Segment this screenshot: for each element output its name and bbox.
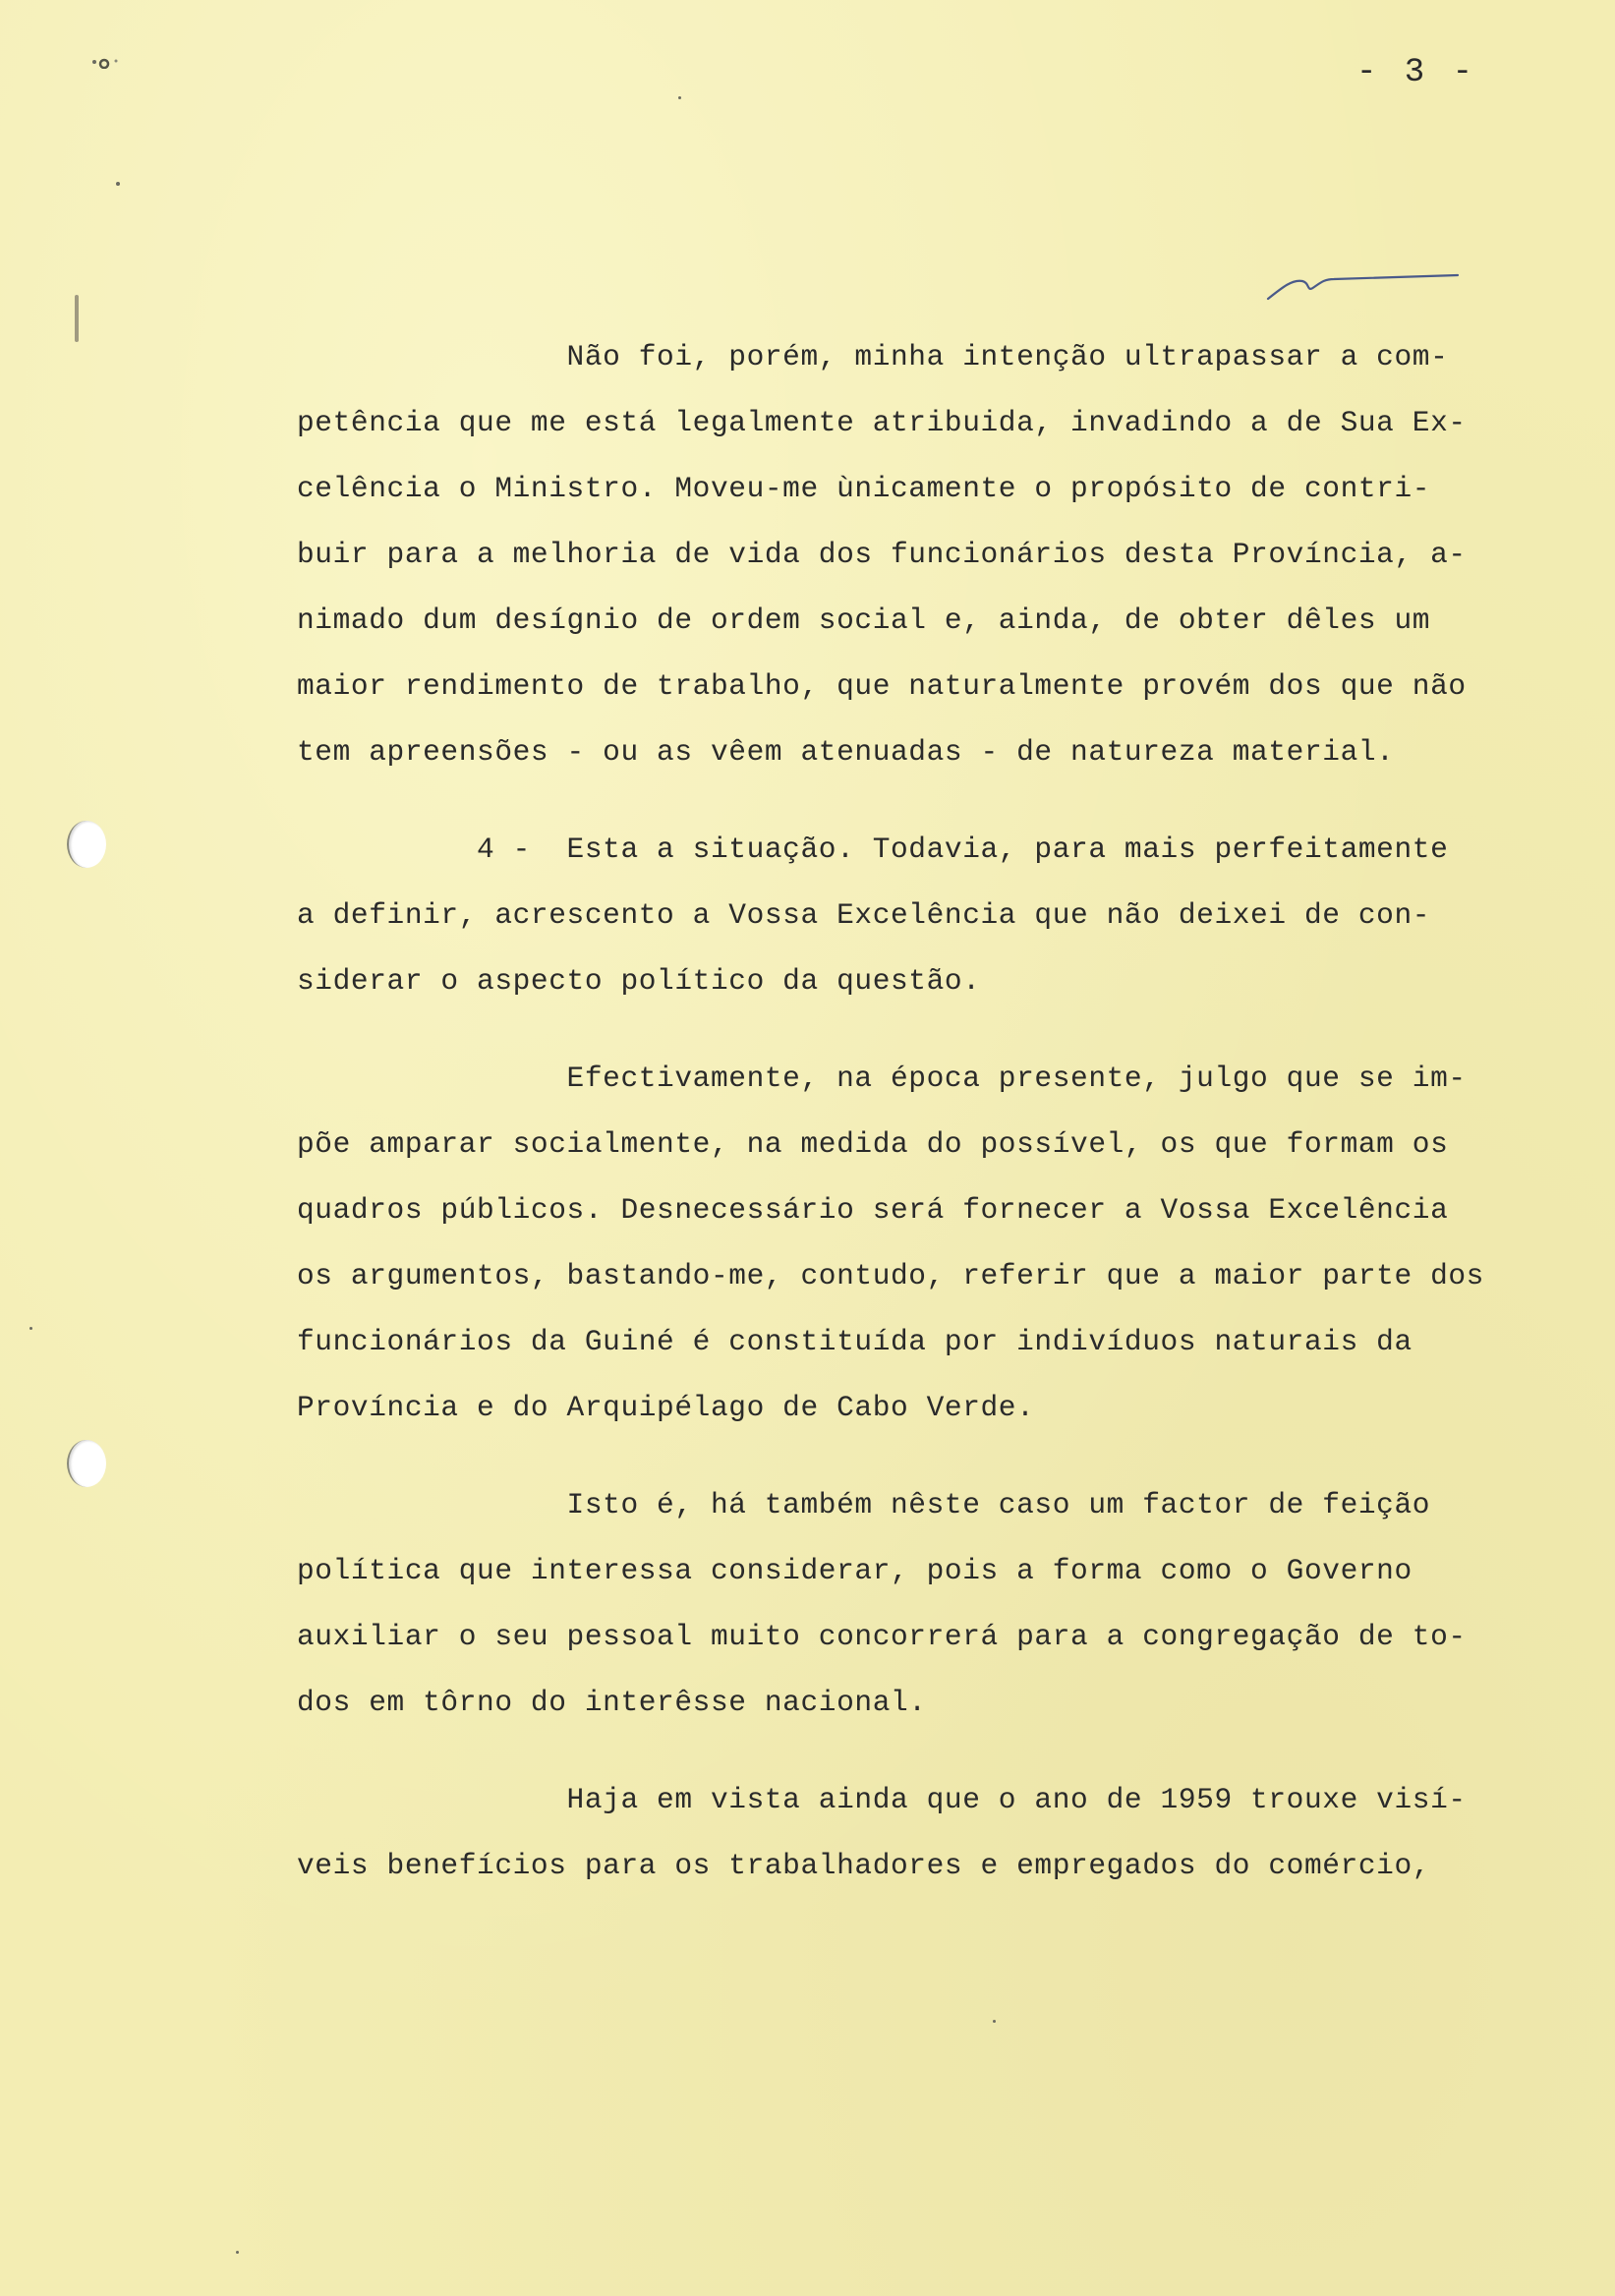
punch-hole bbox=[67, 821, 106, 868]
text-line: os argumentos, bastando-me, contudo, referir que a maior parte dos bbox=[297, 1259, 1484, 1292]
page-number: - 3 - bbox=[1356, 54, 1477, 91]
text-line: celência o Ministro. Moveu-me ùnicamente o propósito de contri- bbox=[297, 472, 1431, 505]
text-line: funcionários da Guiné é constituída por indivíduos naturais da bbox=[297, 1325, 1413, 1358]
text-line: auxiliar o seu pessoal muito concorrerá para a congregação de to- bbox=[297, 1620, 1467, 1653]
paragraph-political-factor bbox=[297, 1472, 1604, 1736]
paragraph-effectively bbox=[297, 1046, 1604, 1441]
text-line: Haja em vista ainda que o ano de 1959 trouxe visí- bbox=[297, 1783, 1467, 1816]
text-line: quadros públicos. Desnecessário será fornecer a Vossa Excelência bbox=[297, 1193, 1449, 1227]
paper-speck bbox=[993, 2020, 996, 2023]
text-line: Não foi, porém, minha intenção ultrapassar a com- bbox=[297, 340, 1449, 373]
text-line: nimado dum desígnio de ordem social e, ainda, de obter dêles um bbox=[297, 603, 1431, 637]
text-line: põe amparar socialmente, na medida do possível, os que formam os bbox=[297, 1127, 1449, 1161]
text-line: Província e do Arquipélago de Cabo Verde. bbox=[297, 1391, 1035, 1424]
margin-tick-mark bbox=[75, 295, 79, 342]
letter-body bbox=[297, 324, 1604, 1899]
text-line: tem apreensões - ou as vêem atenuadas - de natureza material. bbox=[297, 735, 1395, 769]
text-line: siderar o aspecto político da questão. bbox=[297, 964, 981, 998]
text-line: Efectivamente, na época presente, julgo que se im- bbox=[297, 1062, 1467, 1095]
paragraph-situation bbox=[297, 817, 1604, 1014]
text-line: política que interessa considerar, pois a forma como o Governo bbox=[297, 1554, 1413, 1587]
paper-speck bbox=[236, 2251, 239, 2254]
handwritten-initial-mark bbox=[1263, 258, 1460, 307]
paper-speck bbox=[29, 1327, 32, 1330]
punch-hole bbox=[67, 1440, 106, 1487]
paragraph-1959 bbox=[297, 1767, 1604, 1899]
ink-smudge-mark bbox=[90, 57, 120, 69]
text-line: a definir, acrescento a Vossa Excelência que não deixei de con- bbox=[297, 898, 1431, 932]
text-line: buir para a melhoria de vida dos funcionários desta Província, a- bbox=[297, 538, 1467, 571]
paper-speck bbox=[116, 182, 120, 186]
text-line: petência que me está legalmente atribuida, invadindo a de Sua Ex- bbox=[297, 406, 1467, 439]
text-line: Isto é, há também nêste caso um factor de feição bbox=[297, 1488, 1431, 1521]
text-line: 4 - Esta a situação. Todavia, para mais perfeitamente bbox=[297, 832, 1449, 866]
text-line: maior rendimento de trabalho, que naturalmente provém dos que não bbox=[297, 669, 1467, 703]
text-line: dos em tôrno do interêsse nacional. bbox=[297, 1686, 927, 1719]
paper-speck bbox=[678, 96, 681, 99]
text-line: veis benefícios para os trabalhadores e empregados do comércio, bbox=[297, 1849, 1431, 1882]
paragraph-intent bbox=[297, 324, 1604, 785]
